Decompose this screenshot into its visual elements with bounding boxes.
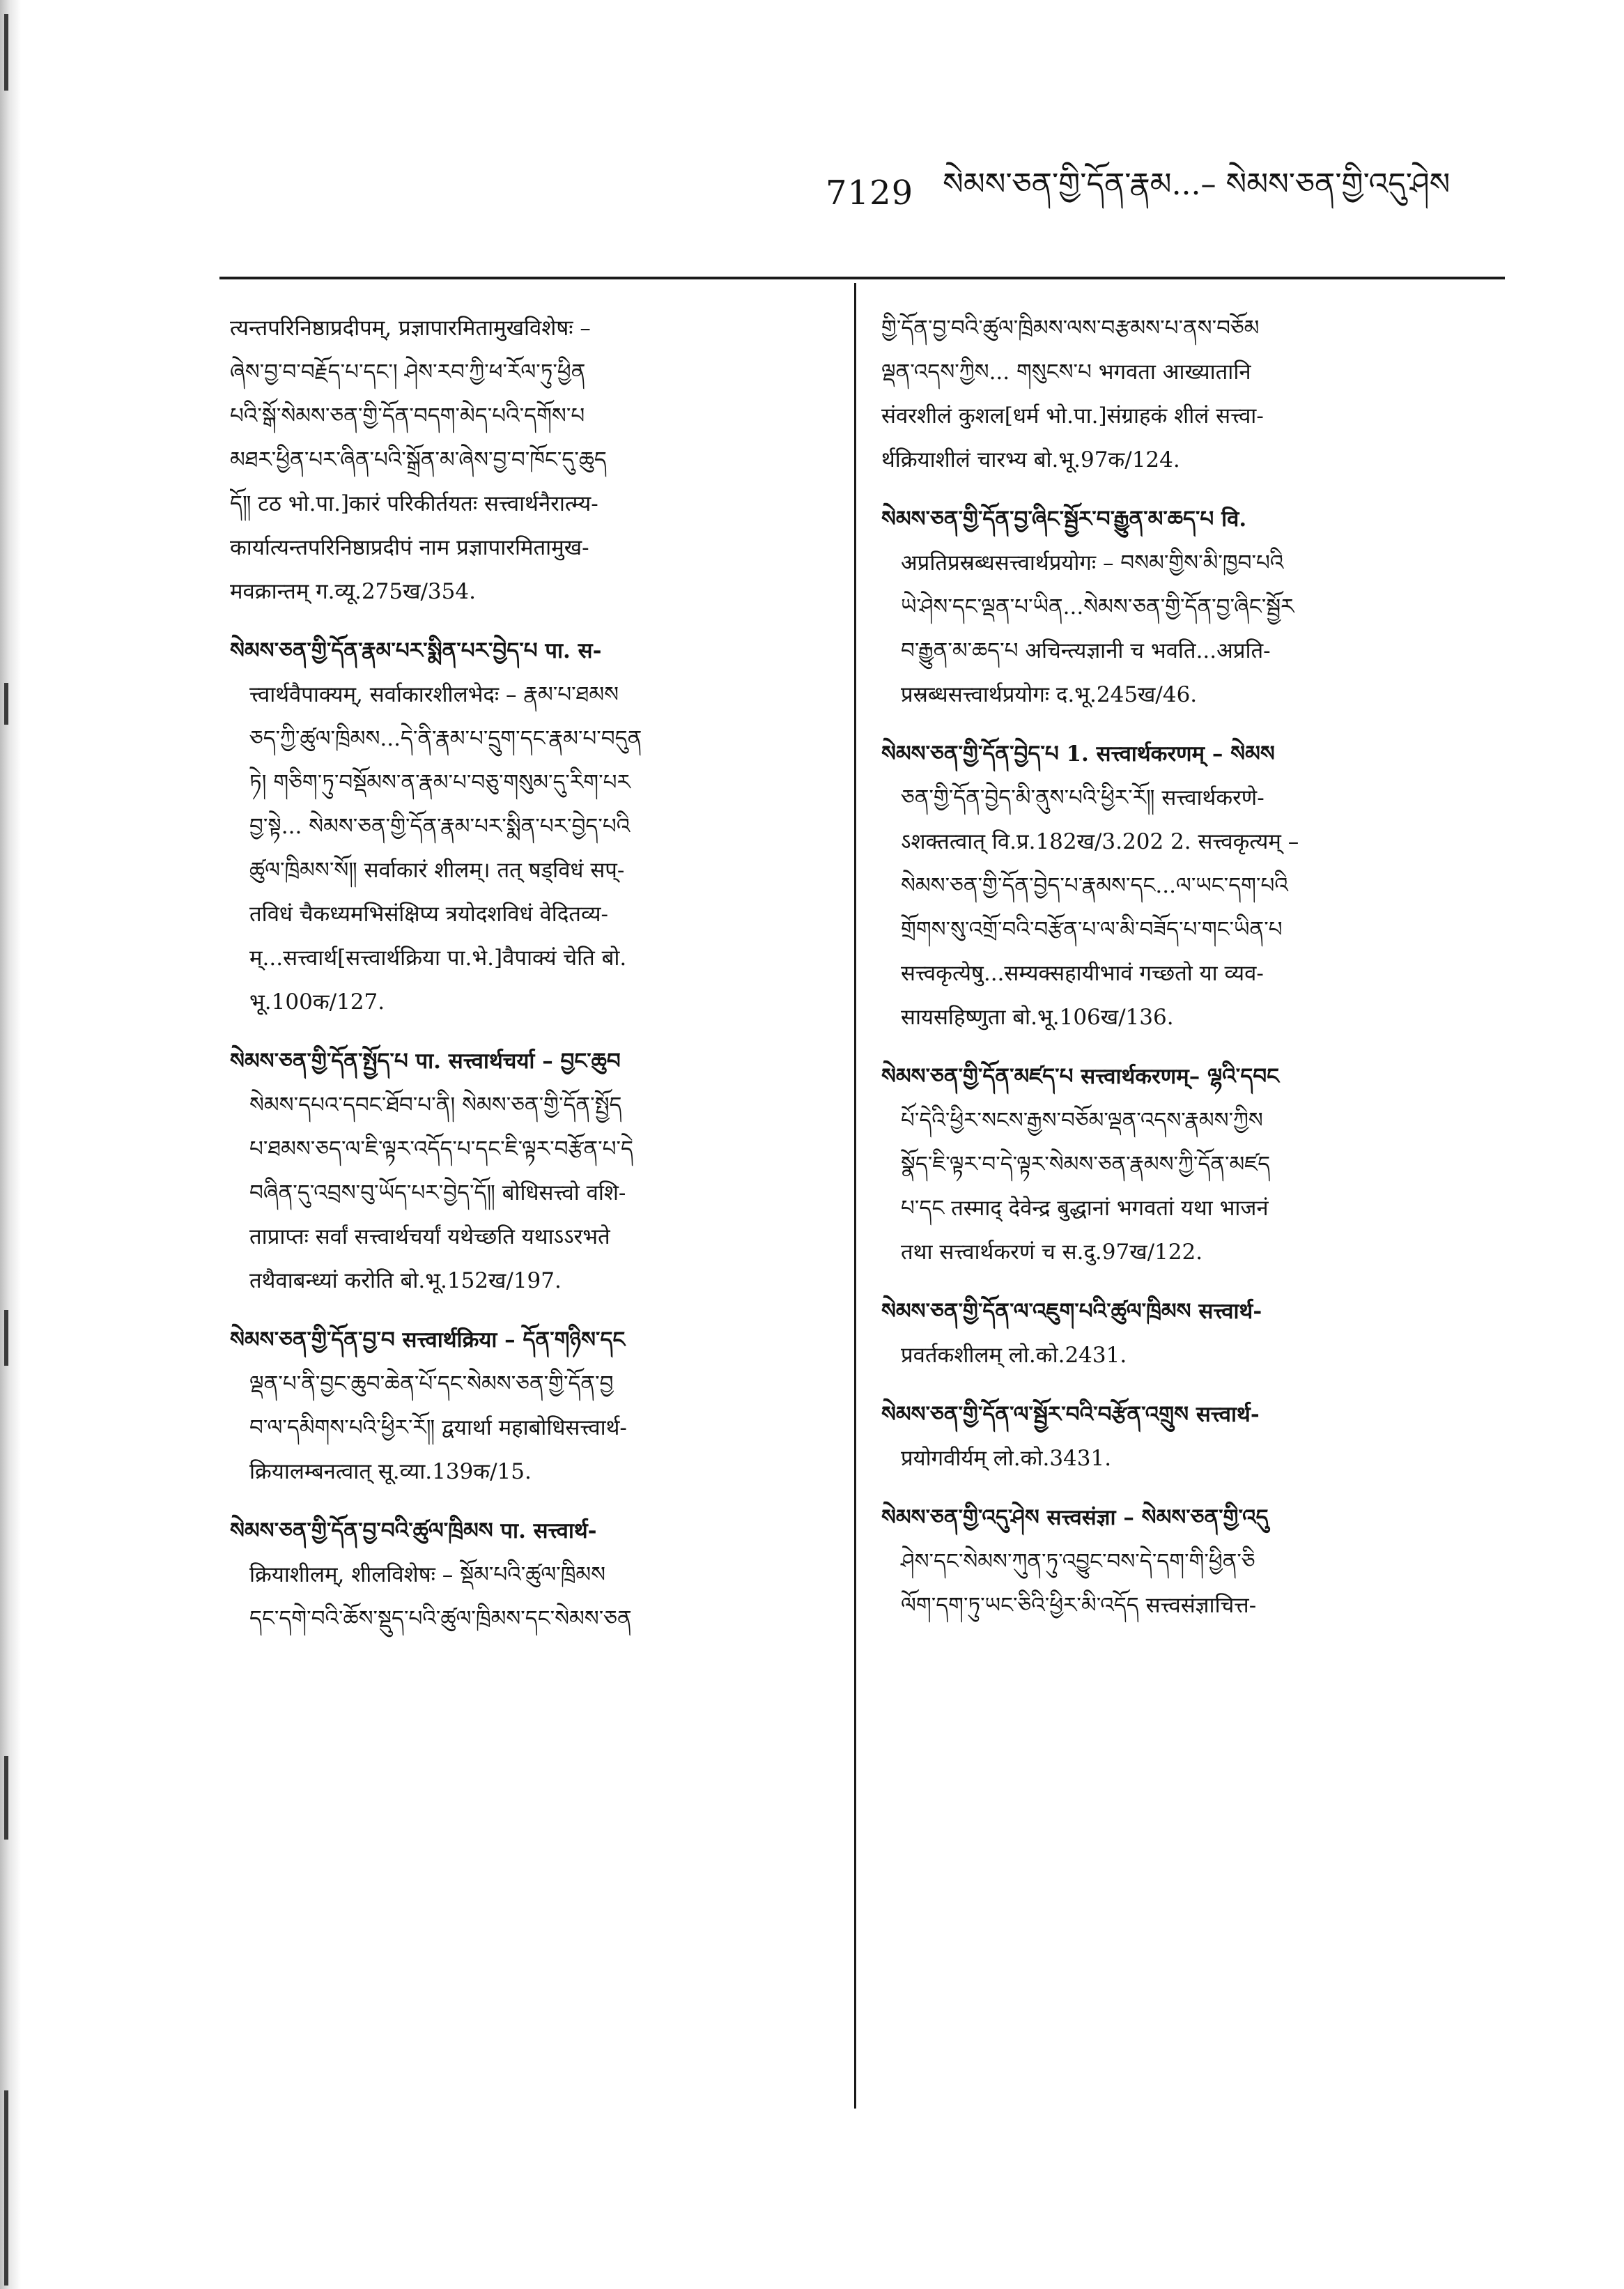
left-column [230, 307, 843, 1656]
entry-line: པའི་སྒོ་སེམས་ཅན་གྱི་དོན་བདག་མེད་པའི་དགོས་པ [230, 403, 585, 429]
page-header [826, 162, 1515, 224]
entry-line: क्रियालम्बनत्वात् सू.व्या.139क/15. [249, 1459, 532, 1484]
entry-line: भू.100क/127. [249, 989, 385, 1015]
entry-headword-line: སེམས་ཅན་གྱི་དོན་བྱ་བའི་ཚུལ་ཁྲིམས पा. सत्त्वार्थ- [230, 1518, 597, 1543]
entry [881, 1393, 1498, 1481]
entry-line: ཤེས་དང་སེམས་ཀུན་ཏུ་འབྱུང་བས་དེ་དག་གི་ཕྱིན་ཅི [901, 1549, 1255, 1574]
binding-shadow [4, 1310, 8, 1366]
entry-line: ཏེ། གཅིག་ཏུ་བསྡོམས་ན་རྣམ་པ་བཅུ་གསུམ་དུ་རིག་པར [249, 770, 631, 795]
entry-line: དོ༎ टठ भो.पा.]कारं परिकीर्तयतः सत्त्वार्थनैरात्म्य- [230, 491, 598, 516]
entry [881, 732, 1498, 1040]
entry-line: ཅད་ཀྱི་ཚུལ་ཁྲིམས...དེ་ནི་རྣམ་པ་དྲུག་དང་རྣམ་པ་བདུན [249, 726, 642, 751]
entry-line: ཡེ་ཤེས་དང་ལྡན་པ་ཡིན...སེམས་ཅན་གྱི་དོན་བྱ་ཞིང་སྦྱོར [901, 594, 1294, 619]
entry-line: མཐར་ཕྱིན་པར་ཞིན་པའི་སྒྲོན་མ་ཞེས་བྱ་བ་ཁོང་དུ་ཆུད [230, 447, 607, 472]
entry-headword-line: སེམས་ཅན་གྱི་དོན་རྣམ་པར་སྨིན་པར་བྱེད་པ पा. स- [230, 638, 602, 663]
entry-line: ཅན་གྱི་དོན་བྱེད་མི་ནུས་པའི་ཕྱིར་རོ༎ सत्त्वार्थकरणे- [901, 785, 1265, 810]
entry-line: སེམས་ཅན་གྱི་དོན་བྱེད་པ་རྣམས་དང...ལ་ཡང་དག་པའི [901, 873, 1288, 898]
entry-line: དང་དགེ་བའི་ཆོས་སྡུད་པའི་ཚུལ་ཁྲིམས་དང་སེམས་ཅན [249, 1606, 632, 1631]
entry [881, 1290, 1498, 1378]
entry [230, 1509, 843, 1641]
entry-line: གྱི་དོན་བྱ་བའི་ཚུལ་ཁྲིམས་ལས་བརྩམས་པ་ནས་བཅོམ [881, 316, 1260, 341]
scan-binding-edge [0, 0, 21, 2289]
column-divider [854, 283, 856, 2109]
entry-line: र्थक्रियाशीलं चारभ्य बो.भू.97क/124. [881, 447, 1180, 472]
entry-line: प्रयोगवीर्यम् लो.को.3431. [901, 1446, 1112, 1471]
entry-line: བ་ལ་དམིགས་པའི་ཕྱིར་རོ༎ द्वयार्था महाबोधिसत्त्वार्थ- [249, 1415, 627, 1440]
entry-line: मवक्रान्तम् ग.व्यू.275ख/354. [230, 579, 476, 604]
entry-line: ལོག་དག་ཏུ་ཡང་ཅིའི་ཕྱིར་མི་འདོད सत्त्वसंज्ञाचित्त- [901, 1593, 1257, 1618]
binding-shadow [4, 2090, 8, 2286]
entry-line: གྲོགས་སུ་འགྲོ་བའི་བརྩོན་པ་ལ་མི་བཟོད་པ་གང་ཡིན་པ [901, 917, 1283, 942]
entry-line: तथैवाबन्ध्यां करोति बो.भू.152ख/197. [249, 1268, 562, 1293]
entry [230, 1318, 843, 1494]
entry-line: प्रवर्तकशीलम् लो.को.2431. [901, 1343, 1127, 1368]
entry-line: अप्रतिप्रस्रब्धसत्त्वार्थप्रयोगः – བསམ་གྱིས་མི་ཁྱབ་པའི [901, 550, 1284, 576]
entry-line: संवरशीलं कुशल[धर्म भो.पा.]संग्राहकं शीलं सत्त्वा- [881, 403, 1264, 429]
entry-headword-line: སེམས་ཅན་གྱི་དོན་ལ་འཇུག་པའི་ཚུལ་ཁྲིམས सत्त्वार्थ- [881, 1299, 1262, 1324]
entry-headword-line: སེམས་ཅན་གྱི་དོན་ལ་སྦྱོར་བའི་བརྩོན་འགྲུས सत्त्वार्थ- [881, 1402, 1260, 1427]
entry-headword-line: སེམས་ཅན་གྱི་དོན་བྱ་བ सत्त्वार्थक्रिया – དོན་གཉིས་དང [230, 1327, 626, 1352]
entry-line: ལྡན་འདས་ཀྱིས... གསུངས་པ भगवता आख्यातानि [881, 360, 1251, 385]
entry [881, 1055, 1498, 1274]
entry [230, 1040, 843, 1303]
entry-line: कार्यात्यन्तपरिनिष्ठाप्रदीपं नाम प्रज्ञापारमितामुख- [230, 535, 589, 560]
entry-line: सायसहिष्णुता बो.भू.106ख/136. [901, 1005, 1174, 1030]
entry-line: ताप्राप्तः सर्वां सत्त्वार्थचर्यां यथेच्छति यथाऽऽरभते [249, 1224, 610, 1249]
entry [881, 498, 1498, 717]
entry-line: तविधं चैकध्यमभिसंक्षिप्य त्रयोदशविधं वेदितव्य- [249, 902, 609, 927]
entry-line: ལྡན་པ་ནི་བྱང་ཆུབ་ཆེན་པོ་དང་སེམས་ཅན་གྱི་དོན་བྱ [249, 1371, 614, 1396]
running-head: སེམས་ཅན་གྱི་དོན་རྣམ...– སེམས་ཅན་གྱི་འདུ་ཤེས [943, 167, 1451, 202]
entry-line: तथा सत्त्वार्थकरणं च स.दु.97ख/122. [901, 1240, 1203, 1265]
entry-line: त्त्वार्थवैपाक्यम्, सर्वाकारशीलभेदः – རྣམ་པ་ཐམས [249, 682, 619, 707]
entry-line: བཞིན་དུ་འབྲས་བུ་ཡོད་པར་བྱེད་དོ༎ बोधिसत्त्वो वशि- [249, 1180, 626, 1205]
page-number: 7129 [826, 174, 914, 213]
entry-line: བྱ་སྟེ... སེམས་ཅན་གྱི་དོན་རྣམ་པར་སྨིན་པར་བྱེད་པའི [249, 814, 631, 839]
entry-headword-line: སེམས་ཅན་གྱི་དོན་མཛད་པ सत्त्वार्थकरणम्– ལྷའི་དབང [881, 1064, 1280, 1089]
right-column [881, 307, 1498, 1643]
entry-line: པ་ཐམས་ཅད་ལ་ཇི་ལྟར་འདོད་པ་དང་ཇི་ལྟར་བརྩོན་པ་དེ [249, 1136, 633, 1162]
binding-shadow [4, 1756, 8, 1840]
entry-line: སྣོད་ཇི་ལྟར་བ་དེ་ལྟར་སེམས་ཅན་རྣམས་ཀྱི་དོན་མཛད [901, 1152, 1271, 1177]
entry-headword-line: སེམས་ཅན་གྱི་འདུ་ཤེས सत्त्वसंज्ञा – སེམས་ཅན་གྱི་འདུ [881, 1505, 1269, 1530]
entry-line: ཞེས་བྱ་བ་བརྗོད་པ་དང་། ཤེས་རབ་ཀྱི་ཕ་རོལ་ཏུ་ཕྱིན [230, 360, 586, 385]
entry-headword-line: སེམས་ཅན་གྱི་དོན་བྱེད་པ 1. सत्त्वार्थकरणम् – སེམས [881, 741, 1275, 766]
entry-line: ཚུལ་ཁྲིམས་སོ༎ सर्वाकारं शीलम्। तत् षड्विधं सप्- [249, 858, 625, 883]
entry-line: सत्त्वकृत्येषु...सम्यक्सहायीभावं गच्छतो या व्यव- [901, 961, 1264, 986]
entry-line: ऽशक्तत्वात् वि.प्र.182ख/3.202 2. सत्त्वकृत्यम् – [901, 829, 1299, 854]
binding-shadow [4, 683, 8, 725]
entry-line: པ་དང तस्माद् देवेन्द्र बुद्धानां भगवतां यथा भाजनं [901, 1196, 1269, 1221]
entry-line: म्...सत्त्वार्थ[सत्त्वार्थक्रिया पा.भे.]वैपाक्यं चेति बो. [249, 946, 627, 971]
entry-headword-line: སེམས་ཅན་གྱི་དོན་བྱ་ཞིང་སྦྱོར་བ་རྒྱུན་མ་ཆད་པ वि. [881, 507, 1247, 532]
header-rule [219, 277, 1505, 279]
entry-line: क्रियाशीलम्, शीलविशेषः – སྡོམ་པའི་ཚུལ་ཁྲིམས [249, 1562, 606, 1587]
entry-line: སེམས་དཔའ་དབང་ཐོབ་པ་ནི། སེམས་ཅན་གྱི་དོན་སྤྱོད [249, 1093, 622, 1118]
entry-line: བ་རྒྱུན་མ་ཆད་པ अचिन्त्यज्ञानी च भवति...अप्रति- [901, 638, 1271, 663]
binding-shadow [4, 14, 8, 91]
entry [230, 629, 843, 1024]
entry-headword-line: སེམས་ཅན་གྱི་དོན་སྤྱོད་པ पा. सत्त्वार्थचर्या – བྱང་ཆུབ [230, 1049, 621, 1074]
entry [881, 307, 1498, 482]
entry-line: प्रस्रब्धसत्त्वार्थप्रयोगः द.भू.245ख/46. [901, 682, 1198, 707]
entry [881, 1496, 1498, 1628]
entry-line: त्यन्तपरिनिष्ठाप्रदीपम्, प्रज्ञापारमितामुखविशेषः – [230, 316, 591, 341]
entry-line: པོ་དེའི་ཕྱིར་སངས་རྒྱས་བཅོམ་ལྡན་འདས་རྣམས་ཀྱིས [901, 1108, 1263, 1133]
entry [230, 307, 843, 614]
